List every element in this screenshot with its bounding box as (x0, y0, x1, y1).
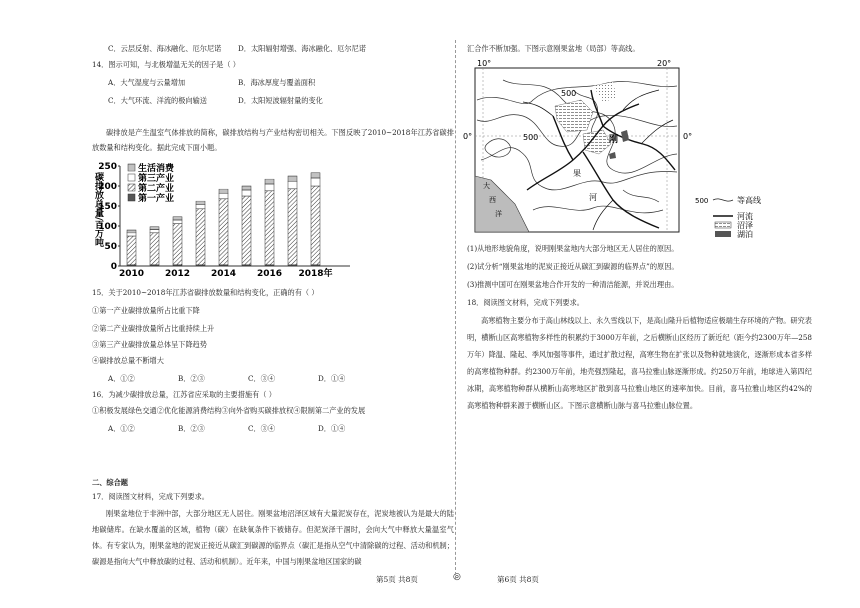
chart-legend (128, 162, 175, 204)
x-tick-label: 2012 (164, 269, 191, 278)
q16-statements: ①积极发展绿色交通②优化能源消费结构③向外省购买碳排放权④限制第二产业的发展 (92, 406, 366, 415)
q15-statement-4: ④碳排放总量不断增大 (92, 356, 164, 365)
q14-option-c[interactable]: C．大气环流、洋流的极向输送 (108, 96, 207, 105)
legend-contour-value: 500 (695, 197, 709, 205)
bar-segment-1 (219, 199, 228, 265)
q15-statement-3: ③第三产业碳排放量总体呈下降趋势 (92, 340, 208, 349)
right-page (455, 0, 860, 608)
q17-sub-2: (2)试分析“刚果盆地的泥炭正接近从碳汇到碳源的临界点”的原因。 (467, 262, 679, 271)
legend-contour-label: 等高线 (737, 196, 761, 205)
y-tick-label: 100 (98, 222, 117, 232)
bar-segment-3 (196, 201, 205, 204)
q15-option-c[interactable]: C．③④ (248, 374, 276, 383)
legend-river-label: 河流 (737, 212, 753, 221)
legend-lake-label: 湖泊 (737, 230, 753, 238)
x-tick-label: 2016 (256, 269, 283, 278)
contour-label-1: 500 (523, 133, 539, 142)
ocean-label-2: 西 (489, 196, 496, 204)
bar-segment-1 (311, 186, 320, 265)
bar-segment-2 (311, 178, 320, 186)
bar-segment-3 (242, 186, 251, 190)
bar-segment-3 (127, 230, 136, 233)
q18-stem: 18．阅读图文材料，完成下列要求。 (467, 298, 584, 307)
x-tick-label: 2010 (118, 269, 145, 278)
q17-sub-3: (3)推测中国可在刚果盆地合作开发的一种清洁能源，并说出理由。 (467, 280, 679, 289)
q15-option-b[interactable]: B．②③ (178, 374, 205, 383)
y-tick-label: 50 (104, 242, 117, 252)
bar-segment-3 (311, 173, 320, 178)
bar-segment-2 (196, 204, 205, 208)
river-label-3: 河 (589, 193, 597, 202)
q18-paragraph: 高寒植物主要分布于高山林线以上、永久雪线以下，是高山隆升后植物适应极端生存环境的产物。研究表明，横断山区高寒植物多样性的积累约于3000万年前，之后横断山区经历了新近纪（距今约2300万年—258万年）降温、隆起、季风加强等事件，通过扩散过程，高寒生物在扩张以及物种就地演化，逐渐形成本省多样的高寒植物种群。约2300万年前，地壳强烈隆起，喜马拉雅山脉逐渐形成。约250万年前，地球进入第四纪冰期，高寒植物种群从横断山高寒地区扩散到喜马拉雅山地区的速率加快。目前，喜马拉雅山地区约42%的高寒植物种群来源于横断山区。下图示意横断山脉与喜马拉雅山脉位置。 (467, 316, 813, 410)
q15-statement-1: ①第一产业碳排放量所占比重下降 (92, 306, 200, 315)
legend-label: 第三产业 (138, 174, 175, 184)
ocean-label-3: 洋 (495, 210, 502, 218)
x-tick-label: 2018年 (298, 269, 333, 278)
legend-label: 生活消费 (138, 164, 175, 174)
x-tick-label: 2014 (210, 269, 237, 278)
bar-segment-2 (288, 181, 297, 189)
q17-sub-1: (1)从地形地貌角度，说明刚果盆地内大部分地区无人居住的原因。 (467, 244, 679, 253)
bar-segment-1 (288, 189, 297, 265)
y-tick-label: 250 (98, 162, 117, 172)
bar-segment-2 (265, 184, 274, 191)
legend-swatch (128, 174, 135, 181)
q15-option-a[interactable]: A．①② (108, 374, 135, 383)
q14-option-d[interactable]: D．太阳短波辐射量的变化 (238, 96, 323, 105)
y-tick-label: 200 (98, 182, 117, 192)
bar-segment-3 (150, 227, 159, 230)
page-number-right: 第6页 共8页 (497, 575, 539, 584)
ocean-label-1: 大 (483, 182, 490, 190)
legend-label: 第二产业 (138, 184, 175, 194)
q14-option-b[interactable]: B．海冰厚度与覆盖面积 (238, 78, 316, 87)
legend-swamp-label: 沼泽 (737, 221, 753, 230)
q16-option-d[interactable]: D．①④ (318, 424, 346, 433)
bar-segment-3 (219, 189, 228, 193)
lat-label-right: 0° (683, 132, 693, 141)
bar-segment-3 (173, 217, 182, 220)
bar-segment-1 (173, 224, 182, 265)
q16-option-b[interactable]: B．②③ (178, 424, 205, 433)
q15-statement-2: ②第二产业碳排放量所占比重持续上升 (92, 324, 215, 333)
map-legend (695, 195, 761, 238)
q13-option-c[interactable]: C．云层反射、海冰融化、厄尔尼诺 (108, 44, 222, 53)
bar-segment-1 (196, 209, 205, 265)
bar-segment-3 (265, 179, 274, 184)
carbon-emission-chart (88, 158, 358, 278)
q14-option-a[interactable]: A．大气湿度与云量增加 (108, 78, 186, 87)
river-label-2: 果 (573, 169, 581, 178)
q17-continuation: 汇合作不断加强。下图示意刚果盆地（局部）等高线。 (467, 44, 640, 53)
y-tick-label: 150 (98, 202, 117, 212)
bar-segment-3 (288, 176, 297, 181)
bar-segment-2 (242, 190, 251, 196)
legend-label: 第一产业 (138, 194, 175, 204)
page-number-left: 第5页 共8页 (376, 575, 418, 584)
q13-option-d[interactable]: D．太阳辐射增强、海冰融化、厄尔尼诺 (238, 44, 366, 53)
legend-swatch (128, 184, 135, 191)
legend-swatch (128, 194, 135, 201)
congo-basin-map (463, 60, 793, 238)
q16-option-c[interactable]: C．③④ (248, 424, 276, 433)
q15-option-d[interactable]: D．①④ (318, 374, 346, 383)
bar-segment-2 (173, 220, 182, 224)
bar-segment-2 (127, 233, 136, 236)
river-label-1: 刚 (609, 135, 619, 145)
bar-segment-2 (150, 230, 159, 233)
lat-label-left: 0° (463, 132, 473, 141)
q16-option-a[interactable]: A．①② (108, 424, 135, 433)
x-axis-ticks (119, 267, 333, 278)
y-axis-label: 碳排放总量/百万吨 (93, 172, 103, 248)
intro-paragraph: 碳排放是产生温室气体排放的简称，碳排放结构与产业结构密切相关。下图反映了2010~2018年江苏省碳排放数量和结构变化。据此完成下面小题。 (92, 128, 454, 152)
center-mark-icon: ◎ (453, 572, 461, 582)
bar-segment-1 (127, 236, 136, 265)
section-heading-2: 二、综合题 (92, 478, 128, 487)
bar-segment-1 (150, 233, 159, 265)
y-tick-label: 0 (110, 262, 117, 272)
q14-stem: 14．图示可知，与北极增温无关的因子是（ ） (92, 60, 240, 69)
bar-segment-1 (242, 196, 251, 265)
q17-stem: 17．阅读图文材料，完成下列要求。 (92, 492, 209, 501)
q15-stem: 15．关于2010~2018年江苏省碳排放数量和结构变化，正确的有（ ） (92, 288, 319, 297)
bar-segment-2 (219, 193, 228, 199)
lon-label-10: 10° (477, 60, 492, 68)
q17-paragraph: 刚果盆地位于非洲中部，大部分地区无人居住。刚果盆地沼泽区域有大量泥炭存在，泥炭地被认为是最大的陆地碳储库。在缺水覆盖的区域，植物（碳）在缺氧条件下被储存。但泥炭泽干涸时，会向大气中释放大量温室气体。有专家认为，刚果盆地的泥炭正接近从碳汇到碳源的临界点（碳汇是指从空气中清除碳的过程、活动和机制；碳源是指向大气中释放碳的过程、活动和机制）。近年来，中国与刚果盆地区国家的碳 (92, 509, 454, 566)
bar-segment-1 (265, 191, 274, 265)
q16-stem: 16．为减少碳排放总量，江苏省应采取的主要措施有（ ） (92, 390, 276, 399)
legend-swatch (128, 164, 135, 171)
contour-label-2: 500 (561, 89, 577, 98)
lon-label-20: 20° (657, 60, 672, 68)
